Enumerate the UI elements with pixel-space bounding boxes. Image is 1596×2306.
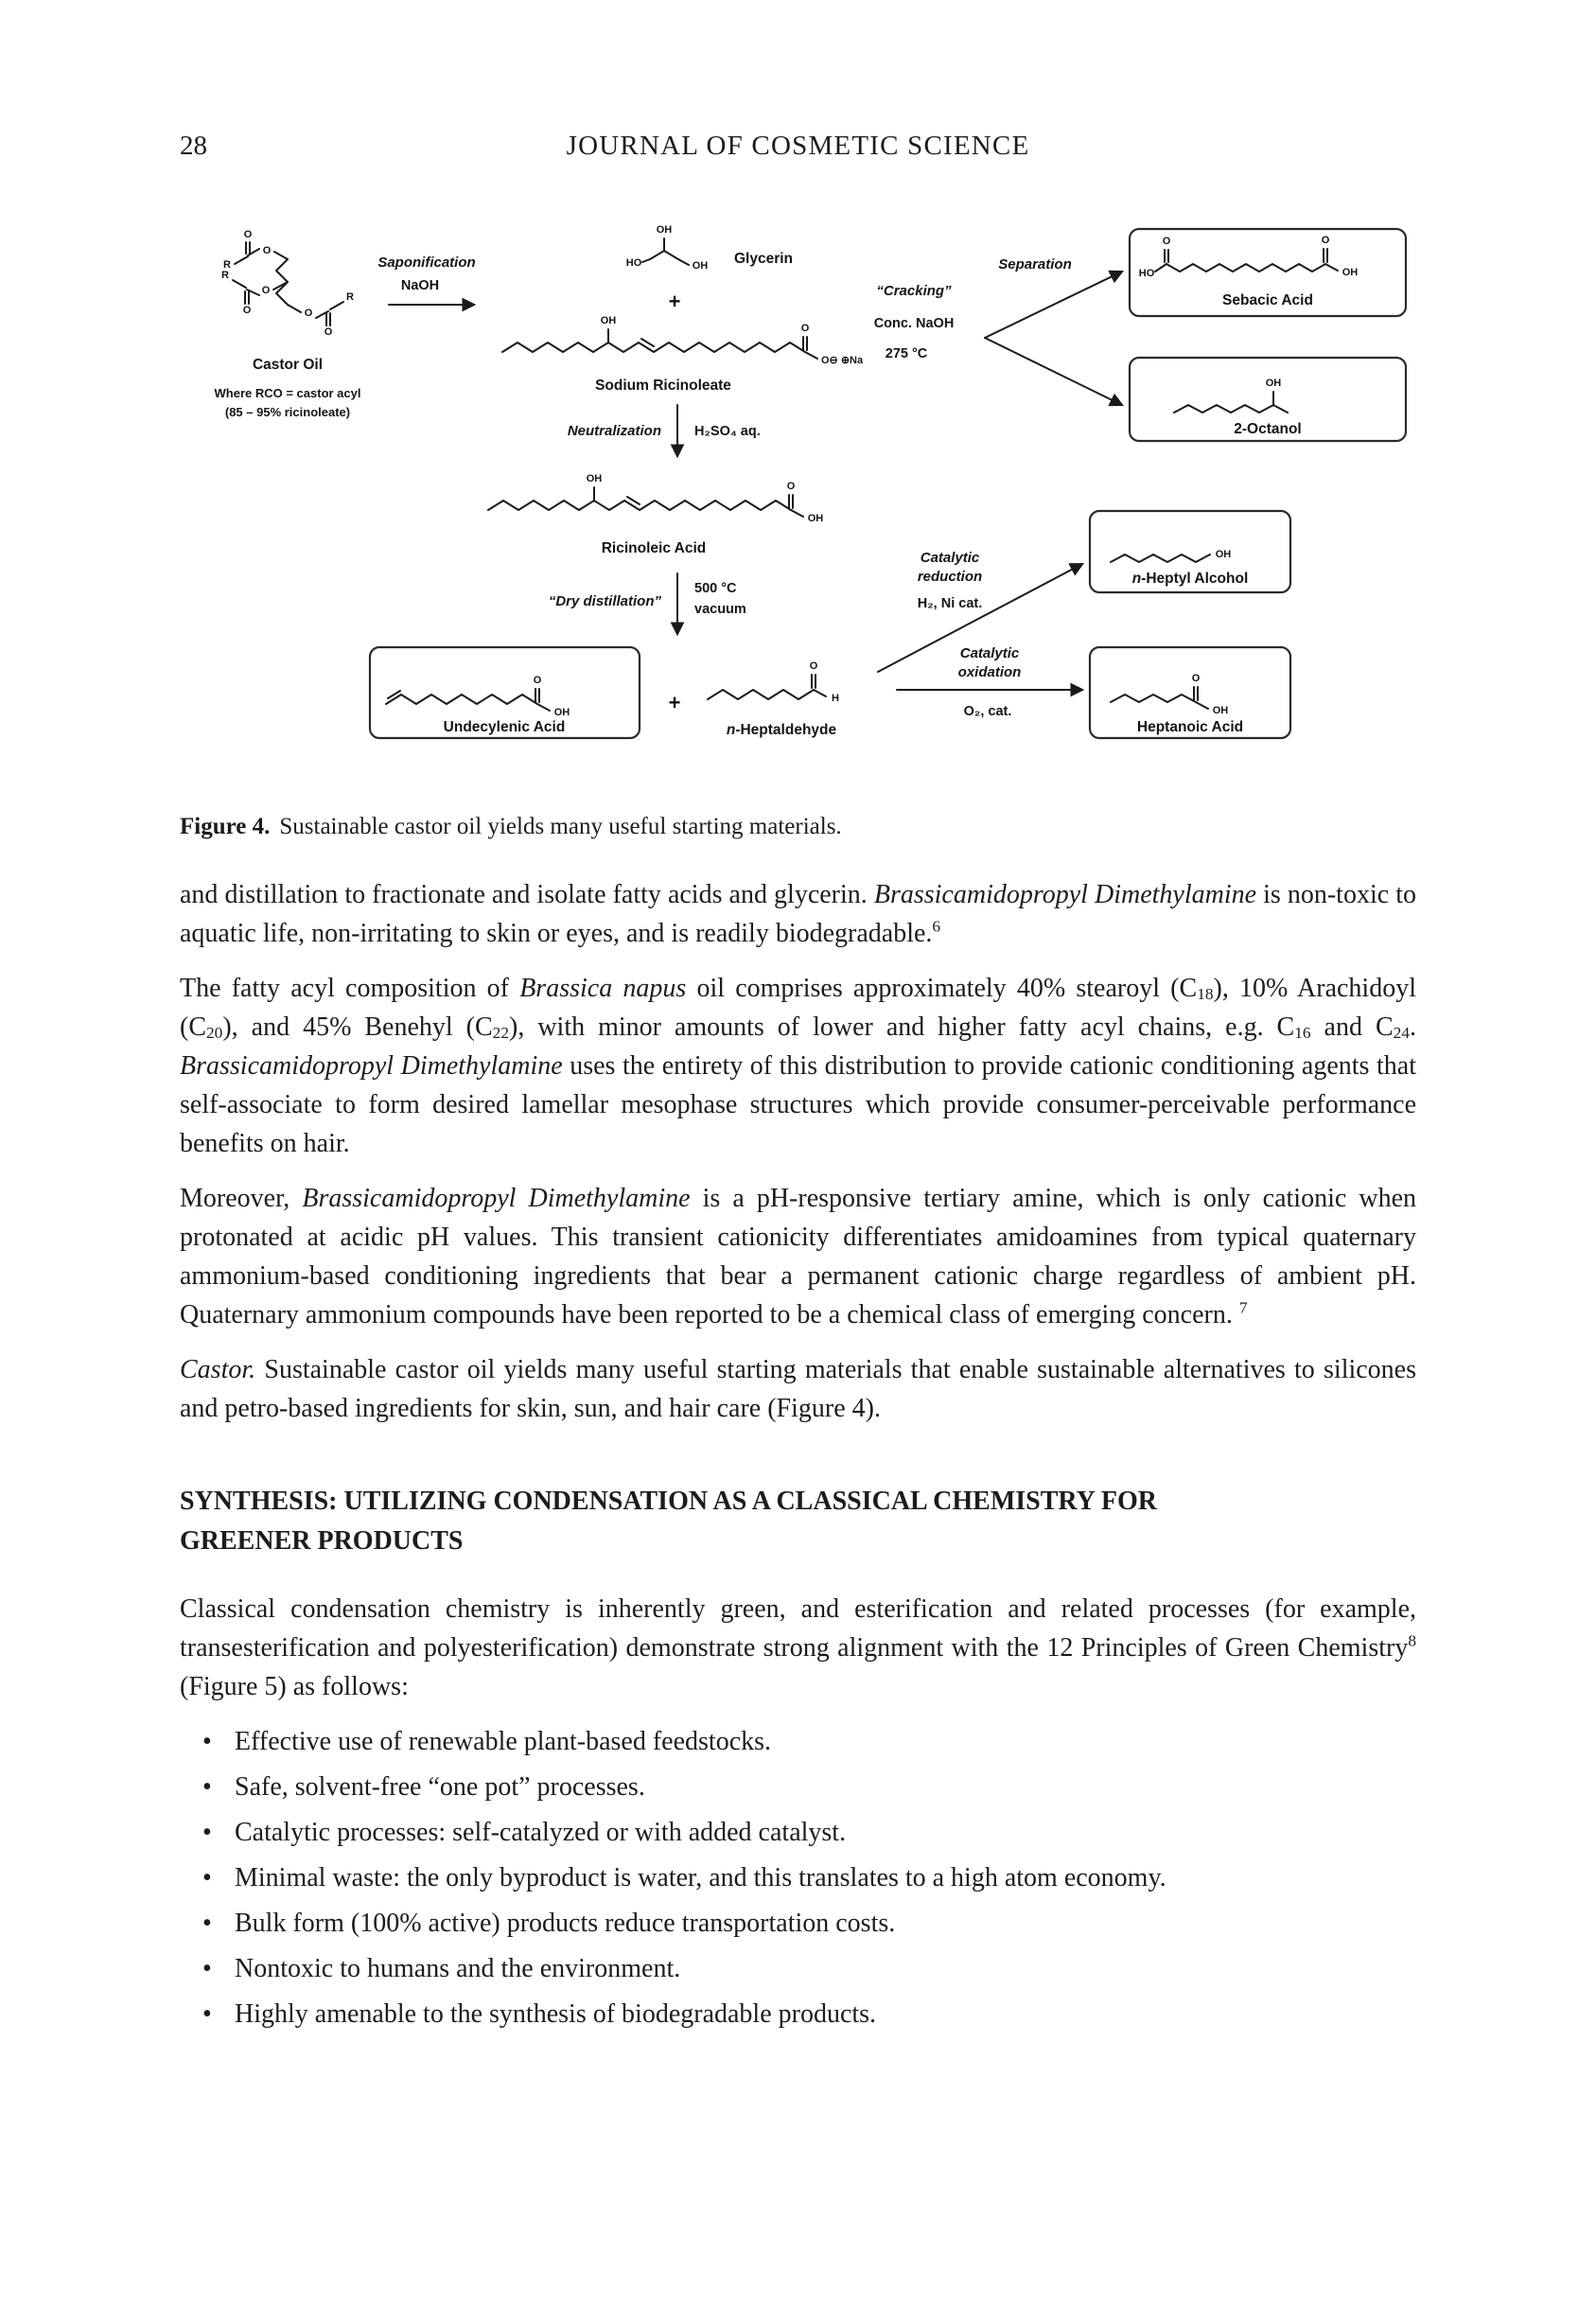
atom-label: OH <box>692 260 709 272</box>
condition-conc-naoh: Conc. NaOH <box>873 316 955 331</box>
figure-4 <box>176 220 1415 773</box>
condition-naoh: NaOH <box>400 278 440 293</box>
text-segment: ), with minor amounts of lower and higher fatty acyl chains, e.g. C <box>509 1012 1295 1042</box>
figure-caption <box>180 814 1416 840</box>
text-segment: The fatty acyl composition of <box>180 974 520 1003</box>
plus-sign: + <box>668 691 681 714</box>
subscript: 20 <box>206 1024 223 1043</box>
journal-title: JOURNAL OF COSMETIC SCIENCE <box>566 131 1030 161</box>
plus-sign: + <box>668 290 681 313</box>
undecylenic-acid-label: Undecylenic Acid <box>443 719 566 735</box>
separation-arrow-upper <box>985 272 1122 338</box>
page-header <box>180 131 1416 162</box>
paragraph <box>180 1179 1416 1334</box>
condition-h2-ni: H₂, Ni cat. <box>917 596 983 611</box>
subscript: 18 <box>1197 985 1214 1004</box>
bullet-item: • Highly amenable to the synthesis of biodegradable products. <box>180 1995 1416 2033</box>
atom-label: O <box>1162 236 1171 247</box>
paragraph <box>180 969 1416 1163</box>
atom-label: O <box>304 308 313 319</box>
atom-label: O <box>262 245 272 256</box>
castor-oil-structure <box>221 229 354 338</box>
process-catalytic-reduction: reduction <box>917 569 983 585</box>
castor-note-line1: Where RCO = castor acyl <box>214 386 361 400</box>
subscript: 16 <box>1294 1024 1311 1043</box>
atom-label: OH <box>656 224 673 236</box>
glycerin-label: Glycerin <box>734 251 794 267</box>
atom-label: O <box>243 229 253 240</box>
page-number: 28 <box>180 131 207 161</box>
bullet-item: • Safe, solvent-free “one pot” processes. <box>180 1768 1416 1806</box>
condition-o2: O₂, cat. <box>963 704 1012 719</box>
ricinoleic-acid-structure <box>488 473 823 524</box>
text-segment: (Figure 5) as follows: <box>180 1672 409 1701</box>
subscript: 24 <box>1393 1024 1410 1043</box>
text-segment: Sustainable castor oil yields many useful starting materials that enable sustainable alternatives to silicones and petro-based ingredients for skin, sun, and hair care (Figure 4). <box>180 1355 1416 1423</box>
text-segment: GREENER PRODUCTS <box>180 1526 464 1556</box>
ricinoleic-acid-label: Ricinoleic Acid <box>601 540 707 556</box>
text-segment: Classical condensation chemistry is inherently green, and esterification and related processes (for example, transesterification and polyesterification) demonstrate strong alignment with the 12 Principles of Green Chemistry <box>180 1594 1416 1663</box>
heptanoic-acid-label: Heptanoic Acid <box>1136 719 1244 735</box>
atom-label: O <box>800 323 810 334</box>
bullet-item: • Bulk form (100% active) products reduce transportation costs. <box>180 1904 1416 1943</box>
atom-label: R <box>221 270 229 281</box>
figure-caption-text: Sustainable castor oil yields many useful starting materials. <box>279 814 842 839</box>
castor-note-line2: (85 – 95% ricinoleate) <box>224 405 351 419</box>
atom-label: HO <box>1138 268 1155 279</box>
atom-label: R <box>346 291 354 303</box>
process-neutralization: Neutralization <box>567 423 661 439</box>
separation-arrow-lower <box>985 338 1122 405</box>
text-segment: ), and 45% Benehyl (C <box>222 1012 493 1042</box>
figure-caption-label: Figure 4. <box>180 814 271 839</box>
text-segment: is a pH-responsive tertiary amine, which is only cationic when protonated at acidic pH values. This transient cationicity differentiates amidoamines from typical quaternary ammonium-based conditioning ingredients that bear a permanent cationic charge regardless of ambient pH. Quaternary ammonium compounds have been reported to be a chemical class of emerging concern. <box>180 1184 1416 1329</box>
article-body <box>180 875 1416 2040</box>
atom-label: O <box>1321 235 1330 246</box>
sebacic-acid-label: Sebacic Acid <box>1222 292 1313 308</box>
section-heading <box>180 1482 1416 1561</box>
text-segment: is non-toxic to aquatic life, non-irritating to skin or eyes, and is readily biodegradable. <box>180 880 1416 948</box>
text-segment: Brassicamidopropyl Dimethylamine <box>302 1184 691 1213</box>
condition-275c: 275 °C <box>885 346 928 361</box>
paragraph <box>180 875 1416 953</box>
process-saponification: Saponification <box>377 255 476 271</box>
text-segment: uses the entirety of this distribution to provide cationic conditioning agents that self-associate to form desired lamellar mesophase structures which provide consumer-perceivable performance benefits on hair. <box>180 1051 1416 1158</box>
text-segment: ), 10% Arachidoyl (C <box>180 974 1416 1042</box>
footnote-ref: 8 <box>1408 1631 1416 1650</box>
atom-label: O <box>533 675 542 686</box>
bullet-item: • Nontoxic to humans and the environment. <box>180 1949 1416 1988</box>
atom-label: OH <box>600 315 617 326</box>
text-segment: SYNTHESIS: UTILIZING CONDENSATION AS A CLASSICAL CHEMISTRY FOR <box>180 1487 1157 1516</box>
atom-label: O <box>261 285 271 296</box>
atom-label: OH <box>553 707 570 718</box>
text-segment: Moreover, <box>180 1184 303 1213</box>
atom-label: HO <box>625 257 642 269</box>
process-catalytic-oxidation: Catalytic <box>959 645 1020 661</box>
atom-label: OH <box>1265 378 1282 389</box>
text-segment: and distillation to fractionate and isolate fatty acids and glycerin. <box>180 880 874 909</box>
process-catalytic-oxidation: oxidation <box>957 664 1022 680</box>
text-segment: Brassicamidopropyl Dimethylamine <box>873 880 1257 909</box>
text-segment: and C <box>1310 1012 1394 1042</box>
atom-label: O⊖ ⊕Na <box>821 355 864 366</box>
text-segment: oil comprises approximately 40% stearoyl (C <box>686 974 1198 1003</box>
reaction-scheme <box>176 220 1415 768</box>
atom-label: OH <box>1212 705 1229 716</box>
process-cracking: “Cracking” <box>876 283 952 299</box>
process-dry-distillation: “Dry distillation” <box>548 593 661 609</box>
atom-label: O <box>324 326 333 338</box>
glycerin-structure <box>626 224 709 272</box>
footnote-ref: 7 <box>1238 1298 1248 1317</box>
octanol-label: 2-Octanol <box>1234 421 1302 437</box>
footnote-ref: 6 <box>932 917 941 936</box>
text-segment: Brassica napus <box>519 974 687 1003</box>
heptyl-alcohol-label: n-Heptyl Alcohol <box>1131 571 1249 587</box>
paragraph <box>180 1590 1416 1706</box>
subscript: 22 <box>492 1024 510 1043</box>
atom-label: OH <box>807 513 824 524</box>
sodium-ricinoleate-structure <box>502 315 864 366</box>
condition-500c: 500 °C <box>694 581 737 596</box>
bullet-item: • Effective use of renewable plant-based feedstocks. <box>180 1722 1416 1761</box>
text-segment: . <box>1410 1012 1416 1042</box>
atom-label: O <box>809 660 818 672</box>
atom-label: OH <box>1342 267 1359 278</box>
condition-h2so4: H₂SO₄ aq. <box>694 424 761 439</box>
process-separation: Separation <box>998 256 1072 273</box>
bullet-item: • Minimal waste: the only byproduct is water, and this translates to a high atom economy. <box>180 1858 1416 1897</box>
atom-label: O <box>1191 673 1201 684</box>
sodium-ricinoleate-label: Sodium Ricinoleate <box>595 378 731 394</box>
bullet-item: • Catalytic processes: self-catalyzed or with added catalyst. <box>180 1813 1416 1852</box>
paragraph <box>180 1350 1416 1428</box>
atom-label: O <box>786 481 796 492</box>
atom-label: O <box>242 305 252 316</box>
condition-vacuum: vacuum <box>694 602 746 617</box>
atom-label: OH <box>586 473 603 484</box>
process-catalytic-reduction: Catalytic <box>920 550 980 566</box>
castor-oil-label: Castor Oil <box>252 357 324 373</box>
heptaldehyde-structure <box>708 660 839 704</box>
atom-label: R <box>223 259 231 271</box>
text-segment: Castor. <box>180 1355 256 1384</box>
text-segment: Brassicamidopropyl Dimethylamine <box>180 1051 563 1081</box>
atom-label: OH <box>1215 549 1232 560</box>
atom-label: H <box>832 693 839 704</box>
heptaldehyde-label: n-Heptaldehyde <box>726 722 837 738</box>
bullet-list <box>180 1722 1416 2033</box>
